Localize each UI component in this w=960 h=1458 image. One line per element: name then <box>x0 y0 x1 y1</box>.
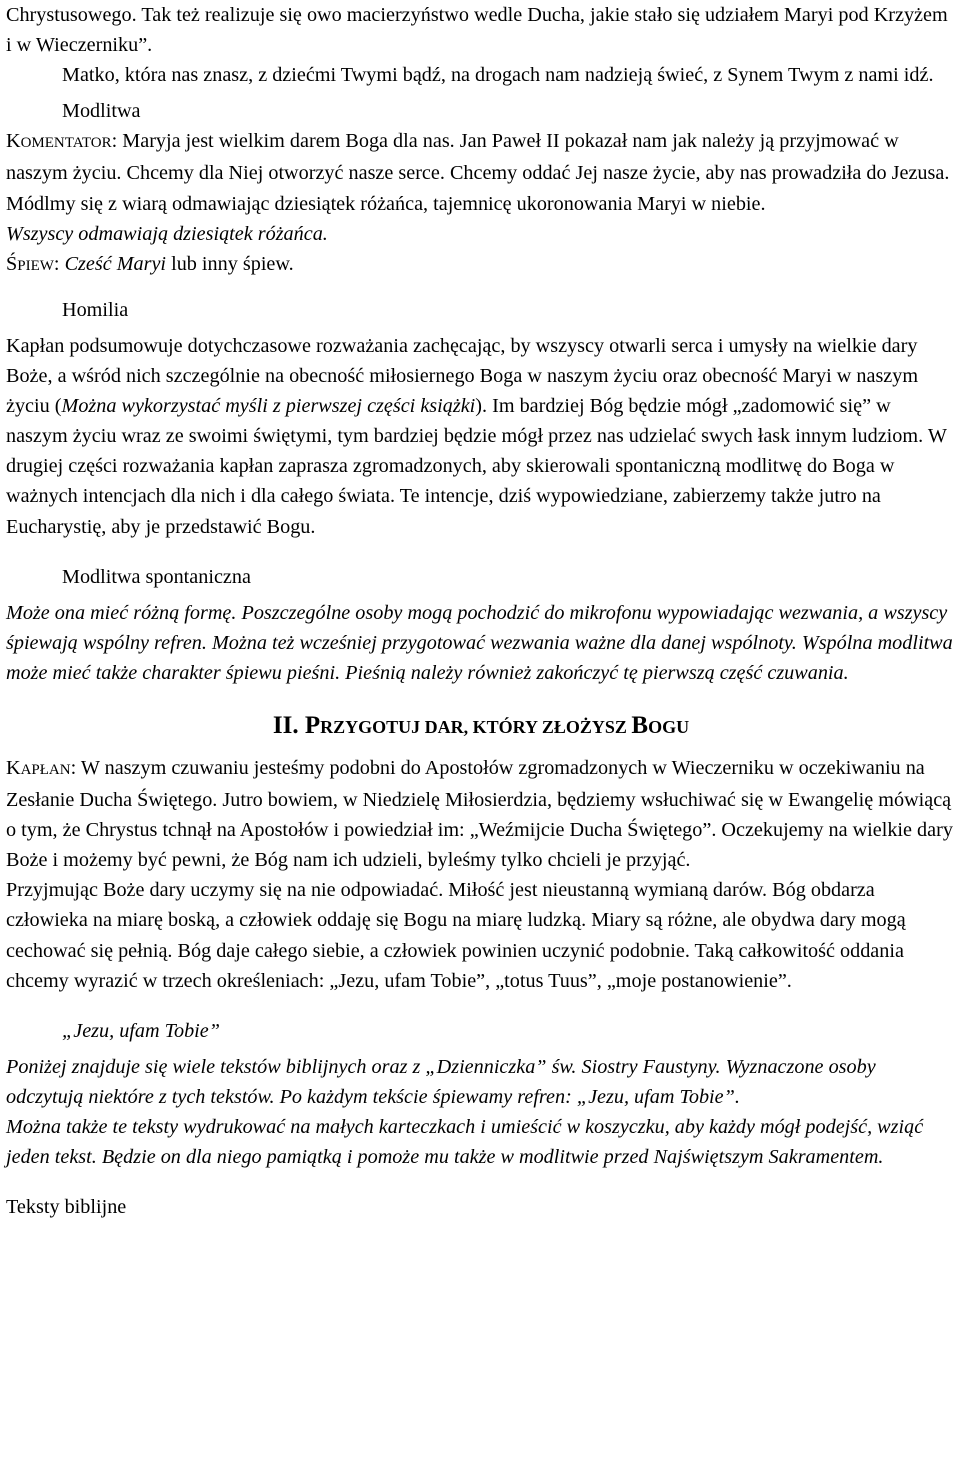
title-word-rzygotuj: RZYGOTUJ <box>320 716 425 737</box>
kaplan-paragraph <box>6 753 956 875</box>
section-heading-homilia: Homilia <box>62 298 129 321</box>
komentator-text: : Maryja jest wielkim darem Boga dla nas. Jan Paweł II pokazał nam jak należy ją przyjmować w naszym życiu. Chcemy dla Niej otworzyć nasze serce. Chcemy oddać Jej nasze życie, aby nas prowadziła do Jezusa. Módlmy się z wiarą odmawiając dziesiątek różańca, tajemnicę ukoronowania Maryi w niebie. <box>6 130 950 215</box>
homilia-paragraph <box>6 331 956 542</box>
speaker-label-initial: K <box>6 130 21 153</box>
section-title-ii <box>6 708 956 745</box>
song-label-rest: PIEW <box>17 257 54 274</box>
intro-paragraph: Chrystusowego. Tak też realizuje się owo macierzyństwo wedle Ducha, jakie stało się udziałem Maryi pod Krzyżem i w Wieczerniku”. <box>6 4 948 57</box>
title-initial-b: B <box>631 711 649 739</box>
jezu-paragraph-1: Poniżej znajduje się wiele tekstów biblijnych oraz z „Dzienniczka” św. Siostry Faustyny. Wyznaczone osoby odczytują niektóre z tych tekstów. Po każdym tekście śpiewamy refren: „Jezu, ufam Tobie”. <box>6 1055 876 1108</box>
document-page <box>6 0 956 1222</box>
title-word-ogu: OGU <box>648 716 690 737</box>
intro-prayer: Matko, która nas znasz, z dziećmi Twymi bądź, na drogach nam nadzieją świeć, z Synem Twym z nami idź. <box>62 64 934 87</box>
kaplan-paragraph-2: Przyjmując Boże dary uczymy się na nie odpowiadać. Miłość jest nieustanną wymianą darów. Bóg obdarza człowieka na miarę boską, a człowiek oddaję się Bogu na miarę ludzką. Miary są różne, ale obydwa dary mogą cechować się pełnią. Bóg daje całego siebie, a człowiek powinien uczynić podobnie. Taką całkowitość oddania chcemy wyrazić w trzech określeniach: „Jezu, ufam Tobie”, „totus Tuus”, „moje postanowienie”. <box>6 879 906 992</box>
section-heading-teksty: Teksty biblijne <box>6 1196 127 1219</box>
title-initial-p: P <box>304 711 321 739</box>
song-rest: lub inny śpiew. <box>166 252 294 275</box>
homilia-italic: Można wykorzystać myśli z pierwszej części książki <box>61 395 476 418</box>
homilia-text-2: ). Im bardziej Bóg będzie mógł „zadomowić się” w naszym życiu wraz ze swoimi świętymi, tym bardziej będzie mógł przez nas udzielać swych łask innym ludziom. W drugiej części rozważania kapłan zaprasza zgromadzonych, aby skierowali spontaniczną modlitwę do Boga w ważnych intencjach dla nich i dla całego świata. Te intencje, dziś wypowiedziane, zabierzemy także jutro na Eucharystię, aby je przedstawić Bogu. <box>6 395 947 538</box>
song-colon: : <box>53 252 65 275</box>
komentator-paragraph <box>6 126 956 218</box>
kaplan-label-initial: K <box>6 756 21 779</box>
song-label-initial: Ś <box>6 252 18 275</box>
section-heading-spontaniczna: Modlitwa spontaniczna <box>62 565 251 588</box>
spontaniczna-paragraph: Może ona mieć różną formę. Poszczególne osoby mogą pochodzić do mikrofonu wypowiadając wezwania, a wszyscy śpiewają wspólny refren. Można też wcześniej przygotować wezwania ważne dla danej wspólnoty. Wspólna modlitwa może mieć także charakter śpiewu pieśni. Pieśnią należy również zakończyć tę pierwszą część czuwania. <box>6 601 953 684</box>
jezu-paragraph-2: Można także te teksty wydrukować na małych karteczkach i umieścić w koszyczku, aby każdy mógł podejść, wziąć jeden tekst. Będzie on dla niego pamiątką i pomoże mu także w modlitwie przed Najświętszym Sakramentem. <box>6 1116 924 1169</box>
section-number: II. <box>272 711 305 739</box>
song-line <box>6 249 956 281</box>
song-title: Cześć Maryi <box>64 252 167 275</box>
section-heading-modlitwa: Modlitwa <box>62 100 141 123</box>
kaplan-text-1: : W naszym czuwaniu jesteśmy podobni do Apostołów zgromadzonych w Wieczerniku w oczekiwaniu na Zesłanie Ducha Świętego. Jutro bowiem, w Niedzielę Miłosierdzia, będziemy wsłuchiwać się w Ewangelię mówiącą o tym, że Chrystus tchnął na Apostołów i powiedział im: „Weźmijcie Ducha Świętego”. Oczekujemy na wielkie dary Boże i możemy być pewni, że Bóg nam ich udzieli, byleśmy tylko chcieli je przyjąć. <box>6 756 953 872</box>
title-words-middle: DAR, KTÓRY ZŁOŻYSZ <box>424 716 632 737</box>
section-heading-jezu: „Jezu, ufam Tobie” <box>62 1019 220 1042</box>
kaplan-label-rest: APŁAN <box>20 761 71 778</box>
speaker-label-rest: OMENTATOR <box>20 135 112 152</box>
homilia-text-1: Kapłan podsumowuje dotychczasowe rozważania zachęcając, by wszyscy otwarli serca i umysły na wielkie dary Boże, a wśród nich szczególnie na obecność miłosiernego Boga w naszym życiu oraz obecność Maryi w naszym życiu ( <box>6 334 919 418</box>
rubric-rozaniec: Wszyscy odmawiają dziesiątek różańca. <box>6 222 328 245</box>
